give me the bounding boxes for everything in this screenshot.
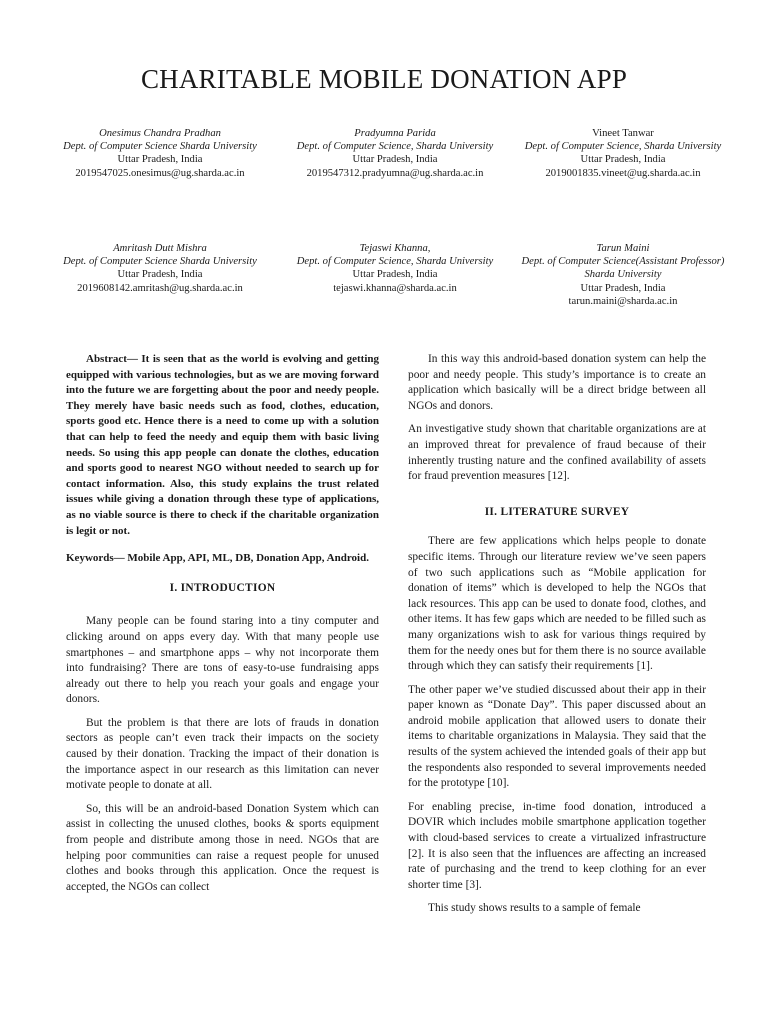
author-block: [518, 127, 728, 180]
paragraph: In this way this android-based donation system can help the poor and needy people. This study’s importance is to create an application which basically will be a direct bridge between all NGOs and donors.: [408, 353, 706, 412]
author-block: [55, 242, 265, 295]
section-heading-literature-survey: II. LITERATURE SURVEY: [484, 505, 630, 518]
paragraph: Many people can be found staring into a tiny computer and clicking around on apps every day. With that many people use smartphones – and smartphone apps – why not incorporate them into fundraising? There are tons of easy-to-use fundraising apps already out there to help you reach your goals and engage your donors.: [66, 615, 379, 706]
author-dept: Dept. of Computer Science, Sharda University: [296, 256, 494, 268]
author-email: 2019001835.vineet@ug.sharda.ac.in: [545, 167, 701, 179]
author-email: 2019547025.onesimus@ug.sharda.ac.in: [75, 167, 245, 179]
paragraph: The other paper we’ve studied discussed about their app in their paper known as “Donate Day”. This paper discussed about an android mobile application that allowed users to donate their items to charitable organizations in Malaysia. They said that the results of the system achieved the intended goals of their app but the respondents also responded to several improvements needed for the prototype [10].: [408, 683, 706, 790]
paragraph: An investigative study shown that charitable organizations are at an improved threat for prevalence of fraud because of their inherently trusting nature and the confined availability of assets for fraud prevention measures [12].: [408, 423, 706, 483]
author-name: Tejaswi Khanna,: [359, 243, 431, 254]
paragraph: So, this will be an android-based Donation System which can assist in collecting the unused clothes, books & sports equipment from people and distribute among those in need. NGOs that are helping poor communities can raise a request people for unused clothes and books through this application. Once the request is accepted, the NGOs can collect: [66, 802, 379, 893]
author-block: [518, 242, 728, 308]
author-name: Tarun Maini: [596, 243, 650, 254]
author-email: 2019547312.pradyumna@ug.sharda.ac.in: [306, 167, 484, 179]
paragraph: But the problem is that there are lots of frauds in donation sectors as people can’t even track their impacts on the society caused by their donation. Tracking the impact of their donation is the importance aspect in our research as this limitation can never motivate people to donate at all.: [66, 716, 379, 792]
paragraph: There are few applications which helps people to donate specific items. Through our literature review we’ve seen papers of two such applications such as “Mobile application for donation of items” which is developed to help the NGOs that lack resources. This app can be used to donate food, clothes, and other items. It has few gaps which are needed to be filled such as many organizations wish to ask for various things required by them for the needy ones but for them there is no source available through which they can satisfy their requirements [1].: [408, 535, 706, 673]
left-column: [66, 352, 379, 903]
author-block: [290, 242, 500, 295]
paragraph: This study shows results to a sample of female: [428, 902, 641, 915]
author-dept: Dept. of Computer Science, Sharda University: [524, 141, 722, 153]
author-name: Pradyumna Parida: [354, 128, 436, 139]
author-name: Amritash Dutt Mishra: [113, 243, 207, 254]
author-dept: Dept. of Computer Science(Assistant Professor) Sharda University: [521, 256, 725, 281]
author-email: 2019608142.amritash@ug.sharda.ac.in: [77, 282, 243, 294]
paragraph: For enabling precise, in-time food donation, introduced a DOVIR which includes mobile smartphone application together with cloud-based services to create a virtualized infrastructure [2]. It is also seen that the influences are affecting an increased rate of purchasing and the trend to keep clothing for an ever shorter time [3].: [408, 800, 706, 891]
author-location: Uttar Pradesh, India: [352, 269, 438, 281]
author-block: [55, 127, 265, 180]
abstract: Abstract— It is seen that as the world is evolving and getting equipped with various technologies, but as we are moving forward into the future we are forgetting about the poor and needy people. They merely have basic needs such as food, clothes, education, sports good etc. Hence there is a need to come up with a solution that can help to feed the needy and equip them with basic living needs. So using this app people can donate the clothes, education and sports good to nearest NGO without needed to search up for contact information. Also, this study explains the trust related issues while giving a donation through these type of applications, as no viable source is there to check if the charitable organization is legit or not.: [66, 353, 379, 537]
author-email: tejaswi.khanna@sharda.ac.in: [333, 282, 457, 294]
author-dept: Dept. of Computer Science, Sharda University: [296, 141, 494, 153]
author-dept: Dept. of Computer Science Sharda University: [63, 256, 257, 268]
section-heading-introduction: I. INTRODUCTION: [169, 581, 276, 594]
keywords: Keywords— Mobile App, API, ML, DB, Donation App, Android.: [66, 552, 369, 565]
author-name: Vineet Tanwar: [592, 128, 654, 139]
right-column: [408, 352, 706, 925]
author-name: Onesimus Chandra Pradhan: [99, 128, 221, 139]
author-location: Uttar Pradesh, India: [580, 282, 666, 294]
author-location: Uttar Pradesh, India: [352, 154, 438, 166]
author-location: Uttar Pradesh, India: [117, 154, 203, 166]
paper-title: CHARITABLE MOBILE DONATION APP: [140, 64, 628, 94]
author-block: [290, 127, 500, 180]
author-location: Uttar Pradesh, India: [580, 154, 666, 166]
author-email: tarun.maini@sharda.ac.in: [568, 295, 678, 307]
author-location: Uttar Pradesh, India: [117, 269, 203, 281]
author-dept: Dept. of Computer Science Sharda University: [63, 141, 257, 153]
